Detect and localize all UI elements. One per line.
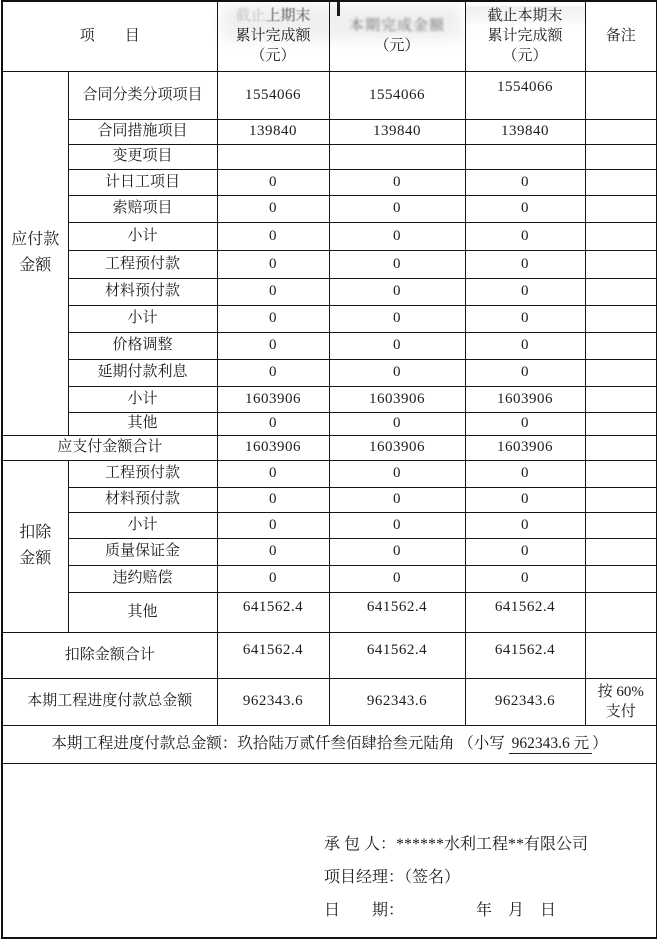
cell-remark [585,487,657,512]
header-end-line3: （元） [502,48,548,65]
cell-v1: 1554066 [217,71,329,119]
amount-words-number: 962343.6 元 [509,735,593,754]
cell-v1: 0 [217,359,329,386]
cell-v3: 0 [465,278,585,305]
cell-v2: 0 [329,250,465,278]
row-label: 材料预付款 [68,278,217,305]
header-prev-cumulative [217,1,329,71]
header-row [2,1,657,71]
cell-v3: 1554066 [465,71,585,119]
deduction-total-row [2,632,657,678]
cell-v2: 0 [329,412,465,435]
table-row [2,222,657,250]
cell-v2: 0 [329,512,465,538]
table-row [2,565,657,592]
cell-v3: 1603906 [465,435,585,460]
group-payable-line1: 应付款 [11,231,60,248]
cell-v1: 1603906 [217,435,329,460]
row-label: 工程预付款 [68,460,217,487]
cell-v3 [465,144,585,169]
cell-v2: 0 [329,195,465,222]
cell-v3: 0 [465,169,585,195]
cell-remark [585,305,657,332]
cell-v3: 139840 [465,119,585,144]
row-label: 小计 [68,386,217,412]
cell-remark [585,222,657,250]
row-label: 延期付款利息 [68,359,217,386]
table-row [2,169,657,195]
cell-remark [585,359,657,386]
date-line: 日 期： 年 月 日 [324,901,557,919]
table-row [2,487,657,512]
cell-v2: 641562.4 [329,632,465,678]
header-end-cumulative [465,1,585,71]
cell-v2: 0 [329,538,465,565]
signature-block [2,763,657,938]
cell-v3: 641562.4 [465,592,585,632]
cell-v2: 0 [329,169,465,195]
row-label: 违约赔偿 [68,565,217,592]
cell-remark [585,144,657,169]
cell-v1: 0 [217,538,329,565]
cell-v1: 641562.4 [217,592,329,632]
cell-v3: 0 [465,412,585,435]
cell-v2: 0 [329,305,465,332]
progress-remark-line1: 按 60% [597,683,644,700]
payable-total-label: 应支付金额合计 [2,435,217,460]
cell-remark [585,332,657,359]
cell-v1: 0 [217,412,329,435]
signature-block-row [2,763,657,938]
header-item [2,1,217,71]
cell-remark [585,435,657,460]
cell-remark [585,460,657,487]
cell-v2: 1603906 [329,386,465,412]
cell-v3: 0 [465,332,585,359]
cell-v2: 0 [329,487,465,512]
row-label: 其他 [68,412,217,435]
cell-v1: 0 [217,305,329,332]
cell-v3: 0 [465,250,585,278]
table-row [2,592,657,632]
payment-table [1,0,657,939]
group-payable-line2: 金额 [19,257,52,274]
cell-v1: 0 [217,278,329,305]
header-prev-line3: （元） [250,48,296,65]
cell-remark [585,119,657,144]
cell-v3: 0 [465,565,585,592]
cell-v2: 0 [329,359,465,386]
row-label: 索赔项目 [68,195,217,222]
cell-v3: 0 [465,359,585,386]
amount-words-prefix: 本期工程进度付款总金额：玖拾陆万贰仟叁佰肆拾叁元陆角 （小写 [51,735,505,753]
amount-words-suffix: ） [592,735,608,753]
row-label: 工程预付款 [68,250,217,278]
cell-v1: 0 [217,332,329,359]
cell-v2: 641562.4 [329,592,465,632]
table-row [2,71,657,119]
row-label: 小计 [68,305,217,332]
cell-v3: 0 [465,512,585,538]
cell-v2: 0 [329,222,465,250]
table-row [2,359,657,386]
header-item-label: 项 目 [79,27,140,44]
header-current-line2: （元） [374,38,420,55]
group-deduction-line1: 扣除 [19,524,52,541]
cell-remark [585,512,657,538]
header-prev-line2: 累计完成额 [235,28,311,45]
table-row [2,386,657,412]
cell-remark [585,250,657,278]
cell-v3: 641562.4 [465,632,585,678]
cell-v1: 0 [217,169,329,195]
cell-remark [585,71,657,119]
cell-v2: 0 [329,278,465,305]
header-end-line2: 累计完成额 [487,28,563,45]
header-remark: 备注 [585,1,657,71]
table-row [2,119,657,144]
cell-v1: 962343.6 [217,678,329,725]
cell-v2: 0 [329,565,465,592]
group-deduction-line2: 金额 [19,550,52,567]
row-label: 合同措施项目 [68,119,217,144]
row-label: 其他 [68,592,217,632]
group-label-payable [2,71,68,435]
header-current-line1: 本期完成金额 [349,18,446,35]
cell-v2: 1554066 [329,71,465,119]
cell-remark [585,169,657,195]
table-row [2,144,657,169]
cell-v1: 0 [217,222,329,250]
row-label: 价格调整 [68,332,217,359]
table-row [2,512,657,538]
amount-in-words [2,725,657,763]
cell-v3: 962343.6 [465,678,585,725]
row-label: 质量保证金 [68,538,217,565]
group-label-deduction [2,460,68,632]
progress-remark-line2: 支付 [605,703,636,720]
contractor-line: 承 包 人：******水利工程**有限公司 [324,835,589,853]
cell-v1: 1603906 [217,386,329,412]
progress-total-row [2,678,657,725]
cell-v1: 0 [217,512,329,538]
deduction-total-label: 扣除金额合计 [2,632,217,678]
table-row [2,332,657,359]
table-row [2,250,657,278]
cell-v1: 0 [217,195,329,222]
cell-v1: 641562.4 [217,632,329,678]
table-row [2,278,657,305]
row-label: 变更项目 [68,144,217,169]
cell-remark [585,195,657,222]
table-row [2,412,657,435]
cell-v3: 0 [465,305,585,332]
cell-v3: 0 [465,222,585,250]
cell-v1 [217,144,329,169]
row-label: 合同分类分项项目 [68,71,217,119]
cell-v1: 139840 [217,119,329,144]
cell-v1: 0 [217,250,329,278]
table-row [2,305,657,332]
cell-v3: 0 [465,195,585,222]
cell-v3: 1603906 [465,386,585,412]
cell-v2: 0 [329,460,465,487]
row-label: 计日工项目 [68,169,217,195]
cell-remark [585,592,657,632]
cell-remark [585,538,657,565]
row-label: 材料预付款 [68,487,217,512]
cell-v3: 0 [465,538,585,565]
cell-v2: 0 [329,332,465,359]
cell-remark [585,632,657,678]
table-row [2,195,657,222]
header-current-amount [329,1,465,71]
cell-v2: 1603906 [329,435,465,460]
cell-v2 [329,144,465,169]
progress-total-label: 本期工程进度付款总金额 [2,678,217,725]
scan-artifact-tick [337,1,340,16]
cell-v1: 0 [217,460,329,487]
cell-remark [585,412,657,435]
payable-total-row [2,435,657,460]
progress-remark [585,678,657,725]
cell-remark [585,565,657,592]
header-end-line1: 截止本期末 [466,6,585,26]
row-label: 小计 [68,512,217,538]
header-prev-line1: 截止上期末 [235,8,311,25]
cell-v3: 0 [465,460,585,487]
cell-remark [585,278,657,305]
table-row [2,460,657,487]
cell-v1: 0 [217,565,329,592]
cell-v3: 0 [465,487,585,512]
cell-v1: 0 [217,487,329,512]
row-label: 小计 [68,222,217,250]
table-row [2,538,657,565]
amount-in-words-row [2,725,657,763]
project-manager-line: 项目经理：（签名） [324,868,461,886]
cell-v2: 962343.6 [329,678,465,725]
cell-remark [585,386,657,412]
cell-v2: 139840 [329,119,465,144]
